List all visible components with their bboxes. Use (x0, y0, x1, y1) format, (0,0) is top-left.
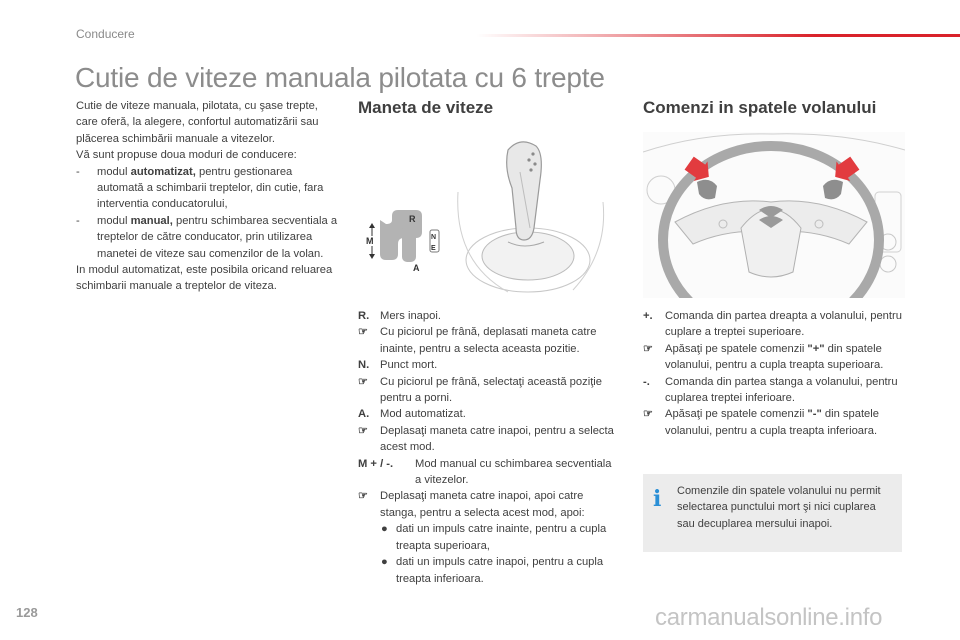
gear-row-r-instruction: ☞ Cu piciorul pe frână, deplasati maneta catre inainte, pentru a selecta aceasta pozitie. (358, 326, 597, 355)
watermark: carmanualsonline.info (655, 604, 883, 631)
gear-lever-text (358, 308, 620, 587)
shift-pattern-diagram (366, 210, 439, 273)
paddle-row-minus-instruction: ☞ Apăsaţi pe spatele comenzii "-" din spatele volanului, pentru a cupla treapta inferioara. (643, 408, 879, 437)
info-note-text: Comenzile din spatele volanului nu permit selectarea punctului mort şi nici cuplarea sau decuplarea mersului inapoi. (677, 485, 881, 530)
gear-lever-heading: Maneta de viteze (358, 98, 494, 117)
page-title: Cutie de viteze manuala pilotata cu 6 trepte (75, 62, 605, 93)
paddle-row-plus-instruction: ☞ Apăsaţi pe spatele comenzii "+" din spatele volanului, pentru a cupla treapta superioara. (643, 342, 884, 372)
svg-text:A: A (413, 263, 420, 273)
gear-bullet-up: ● dati un impuls catre inainte, pentru a cupla treapta superioara, (381, 523, 607, 552)
mode-item-manual: - modul manual, pentru schimbarea secventiala a treptelor de către conducator, prin utilizarea manetei de viteze sau comenzilor de la volan. (76, 214, 338, 260)
modes-intro: Vă sunt propuse doua moduri de conducere: (76, 149, 297, 162)
page-number: 128 (16, 605, 38, 620)
section-label: Conducere (76, 27, 135, 41)
svg-text:N: N (431, 234, 437, 241)
header-rule (476, 34, 960, 37)
gear-row-m: M + / -. Mod manual cu schimbarea secventiala a vitezelor. (358, 457, 612, 487)
gear-row-m-instruction: ☞ Deplasaţi maneta catre inapoi, apoi catre stanga, pentru a selecta acest mod, apoi: (358, 490, 585, 519)
svg-text:M: M (366, 236, 374, 246)
paddle-row-minus: -. Comanda din partea stanga a volanului, pentru cuplarea treptei inferioare. (643, 375, 898, 405)
intro-column (76, 98, 338, 295)
intro-paragraph: Cutie de viteze manuala, pilotata, cu şase trepte, care oferă, la alegere, confortul automatizării sau plăcerea schimbării manuale a vitezelor. (76, 100, 319, 145)
paddles-text (643, 308, 905, 439)
gear-row-n-instruction: ☞ Cu piciorul pe frână, selectaţi această poziţie pentru a porni. (358, 375, 603, 405)
gear-row-a: A. Mod automatizat. (358, 408, 466, 421)
gear-row-a-instruction: ☞ Deplasaţi maneta catre inapoi, pentru a selecta acest mod. (358, 424, 614, 454)
paddle-row-plus: +. Comanda din partea dreapta a volanului, pentru cuplare a treptei superioare. (643, 310, 902, 339)
mode-item-automatic: - modul automatizat, pentru gestionarea automată a schimbarii treptelor, din cutie, fara interventia conducatorului, (76, 165, 324, 211)
gear-row-r: R. Mers inapoi. (358, 310, 441, 322)
info-note-box (643, 474, 902, 552)
lever-drawing (458, 142, 604, 292)
steering-wheel-illustration (643, 132, 905, 298)
svg-text:R: R (409, 214, 416, 224)
info-icon: i (653, 486, 662, 512)
gear-bullet-down: ● dati un impuls catre inapoi, pentru a cupla treapta inferioara. (381, 556, 604, 585)
intro-note: In modul automatizat, este posibila oricand reluarea schimbarii manuale a treptelor de viteza. (76, 264, 333, 293)
gear-row-n: N. Punct mort. (358, 359, 438, 372)
gear-lever-illustration (358, 132, 623, 300)
svg-text:E: E (431, 245, 436, 252)
paddles-heading: Comenzi in spatele volanului (643, 98, 877, 117)
